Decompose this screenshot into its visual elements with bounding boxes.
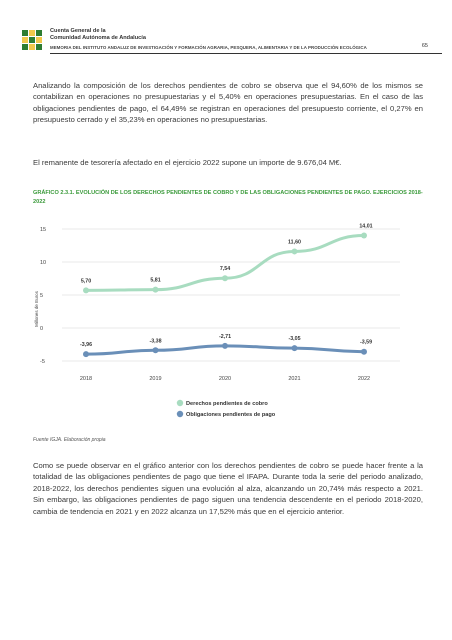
data-point — [361, 349, 367, 355]
data-label: 14,01 — [359, 223, 373, 230]
data-label: 11,60 — [288, 239, 301, 246]
y-tick-label: 0 — [40, 326, 44, 332]
x-tick-label: 2021 — [288, 376, 301, 382]
y-tick-label: 5 — [40, 293, 44, 299]
x-tick-label: 2020 — [218, 376, 232, 382]
data-point — [292, 248, 298, 254]
paragraph-analysis: Como se puede observar en el gráfico anterior con los derechos pendientes de cobro se puede hacer frente a la totalidad de las obligaciones pendientes de pago que tiene el IFAPA. Durante toda la serie del periodo analizado, 2018-2022, los derechos pendientes siguen una evolución al alza, alcanzando un 20,74% más respecto a 2021. Sin embargo, las obligaciones pendientes de pago siguen una tendencia descendente en el periodo 2018-2020, cambia de tendencia en 2021 y en 2022 alcanza un 17,52% más que en el ejercicio anterior. — [33, 461, 423, 516]
data-point — [361, 233, 367, 239]
data-label: -3,96 — [79, 342, 93, 349]
report-subtitle: MEMORIA DEL INSTITUTO ANDALUZ DE INVESTIGACIÓN Y FORMACIÓN AGRARIA, PESQUERA, ALIMENTARIA Y DE LA PRODUCCIÓN ECOLÓGICA — [50, 45, 367, 50]
y-tick-label: 15 — [40, 227, 47, 233]
data-label: 5,81 — [150, 277, 161, 284]
data-point — [222, 275, 228, 281]
figure-title: GRÁFICO 2.3.1. EVOLUCIÓN DE LOS DERECHOS PENDIENTES DE COBRO Y DE LAS OBLIGACIONES PENDIENTES DE PAGO. EJERCICIOS 2018-2022 — [33, 190, 423, 205]
data-point — [222, 343, 228, 349]
x-tick-label: 2022 — [357, 376, 371, 382]
y-axis-label: Millones de Euros — [34, 291, 39, 327]
y-tick-label: -5 — [40, 359, 45, 365]
paragraph-remanente: El remanente de tesorería afectado en el ejercicio 2022 supone un importe de 9.676,04 M€. — [33, 158, 342, 167]
legend-label: Obligaciones pendientes de pago — [186, 412, 276, 418]
data-point — [292, 345, 298, 351]
data-point — [83, 351, 89, 357]
page-number: 65 — [421, 43, 428, 49]
org-title-line1: Cuenta General de la — [50, 28, 106, 34]
data-label: 5,70 — [80, 278, 92, 285]
series-line-derechos — [86, 236, 364, 291]
figure-source: Fuente IGJA. Elaboración propia — [33, 437, 106, 443]
data-point — [153, 287, 159, 293]
legend-label: Derechos pendientes de cobro — [186, 401, 268, 407]
data-label: -3,59 — [359, 339, 373, 346]
legend-marker — [177, 400, 183, 406]
data-point — [153, 347, 159, 353]
x-tick-label: 2018 — [79, 376, 93, 382]
data-label: -2,71 — [218, 333, 232, 340]
x-tick-label: 2019 — [149, 376, 162, 382]
legend-marker — [177, 411, 183, 417]
data-label: -3,05 — [288, 336, 301, 343]
data-point — [83, 287, 89, 293]
y-tick-label: 10 — [40, 260, 47, 266]
paragraph-composition: Analizando la composición de los derechos pendientes de cobro se observa que el 94,60% de los mismos se contabilizan en operaciones no presupuestarias y el 5,40% en operaciones presupuestarias. En el caso de las obligaciones pendientes de pago, el 64,49% se registran en operaciones del presupuesto corriente, el 0,27% en presupuesto cerrado y el 35,23% en operaciones no presupuestarias. — [33, 81, 423, 125]
org-title-line2: Comunidad Autónoma de Andalucía — [50, 35, 146, 41]
data-label: -3,38 — [149, 338, 162, 345]
data-label: 7,54 — [219, 266, 231, 273]
